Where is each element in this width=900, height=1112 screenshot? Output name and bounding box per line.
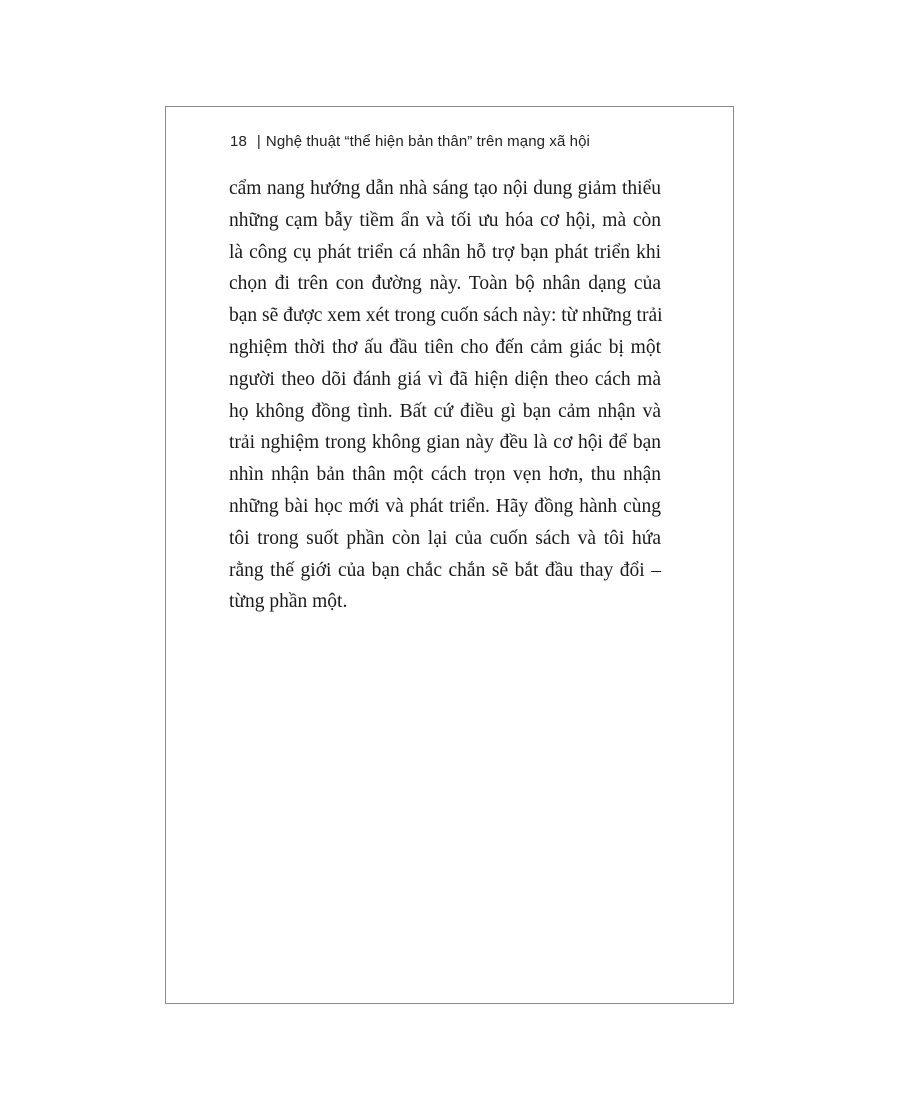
text-line: những cạm bẫy tiềm ẩn và tối ưu hóa cơ hội, mà còn bbox=[229, 209, 661, 231]
text-line: nghiệm thời thơ ấu đầu tiên cho đến cảm giác bị một bbox=[229, 336, 661, 358]
text-line: những bài học mới và phát triển. Hãy đồng hành cùng bbox=[229, 495, 661, 517]
body-paragraph bbox=[229, 173, 661, 618]
text-line: tôi trong suốt phần còn lại của cuốn sách và tôi hứa bbox=[229, 527, 661, 549]
text-line: cẩm nang hướng dẫn nhà sáng tạo nội dung giảm thiểu bbox=[229, 178, 661, 199]
running-header-title: Nghệ thuật “thể hiện bản thân” trên mạng xã hội bbox=[265, 133, 590, 150]
text-line-last: từng phần một. bbox=[229, 591, 348, 613]
text-line: người theo dõi đánh giá vì đã hiện diện theo cách mà bbox=[229, 368, 661, 390]
text-line: là công cụ phát triển cá nhân hỗ trợ bạn phát triển khi bbox=[229, 241, 661, 263]
text-line: chọn đi trên con đường này. Toàn bộ nhân dạng của bbox=[229, 273, 661, 295]
running-header bbox=[230, 133, 590, 150]
page-number: 18 bbox=[230, 133, 247, 150]
text-line: rằng thế giới của bạn chắc chắn sẽ bắt đầu thay đổi – bbox=[229, 559, 661, 581]
text-line: họ không đồng tình. Bất cứ điều gì bạn cảm nhận và bbox=[229, 400, 661, 422]
header-separator: | bbox=[256, 133, 261, 150]
text-line: bạn sẽ được xem xét trong cuốn sách này: từ những trải bbox=[229, 305, 663, 327]
book-page bbox=[165, 106, 734, 1004]
text-line: nhìn nhận bản thân một cách trọn vẹn hơn, thu nhận bbox=[229, 464, 661, 486]
text-line: trải nghiệm trong không gian này đều là cơ hội để bạn bbox=[229, 432, 661, 454]
